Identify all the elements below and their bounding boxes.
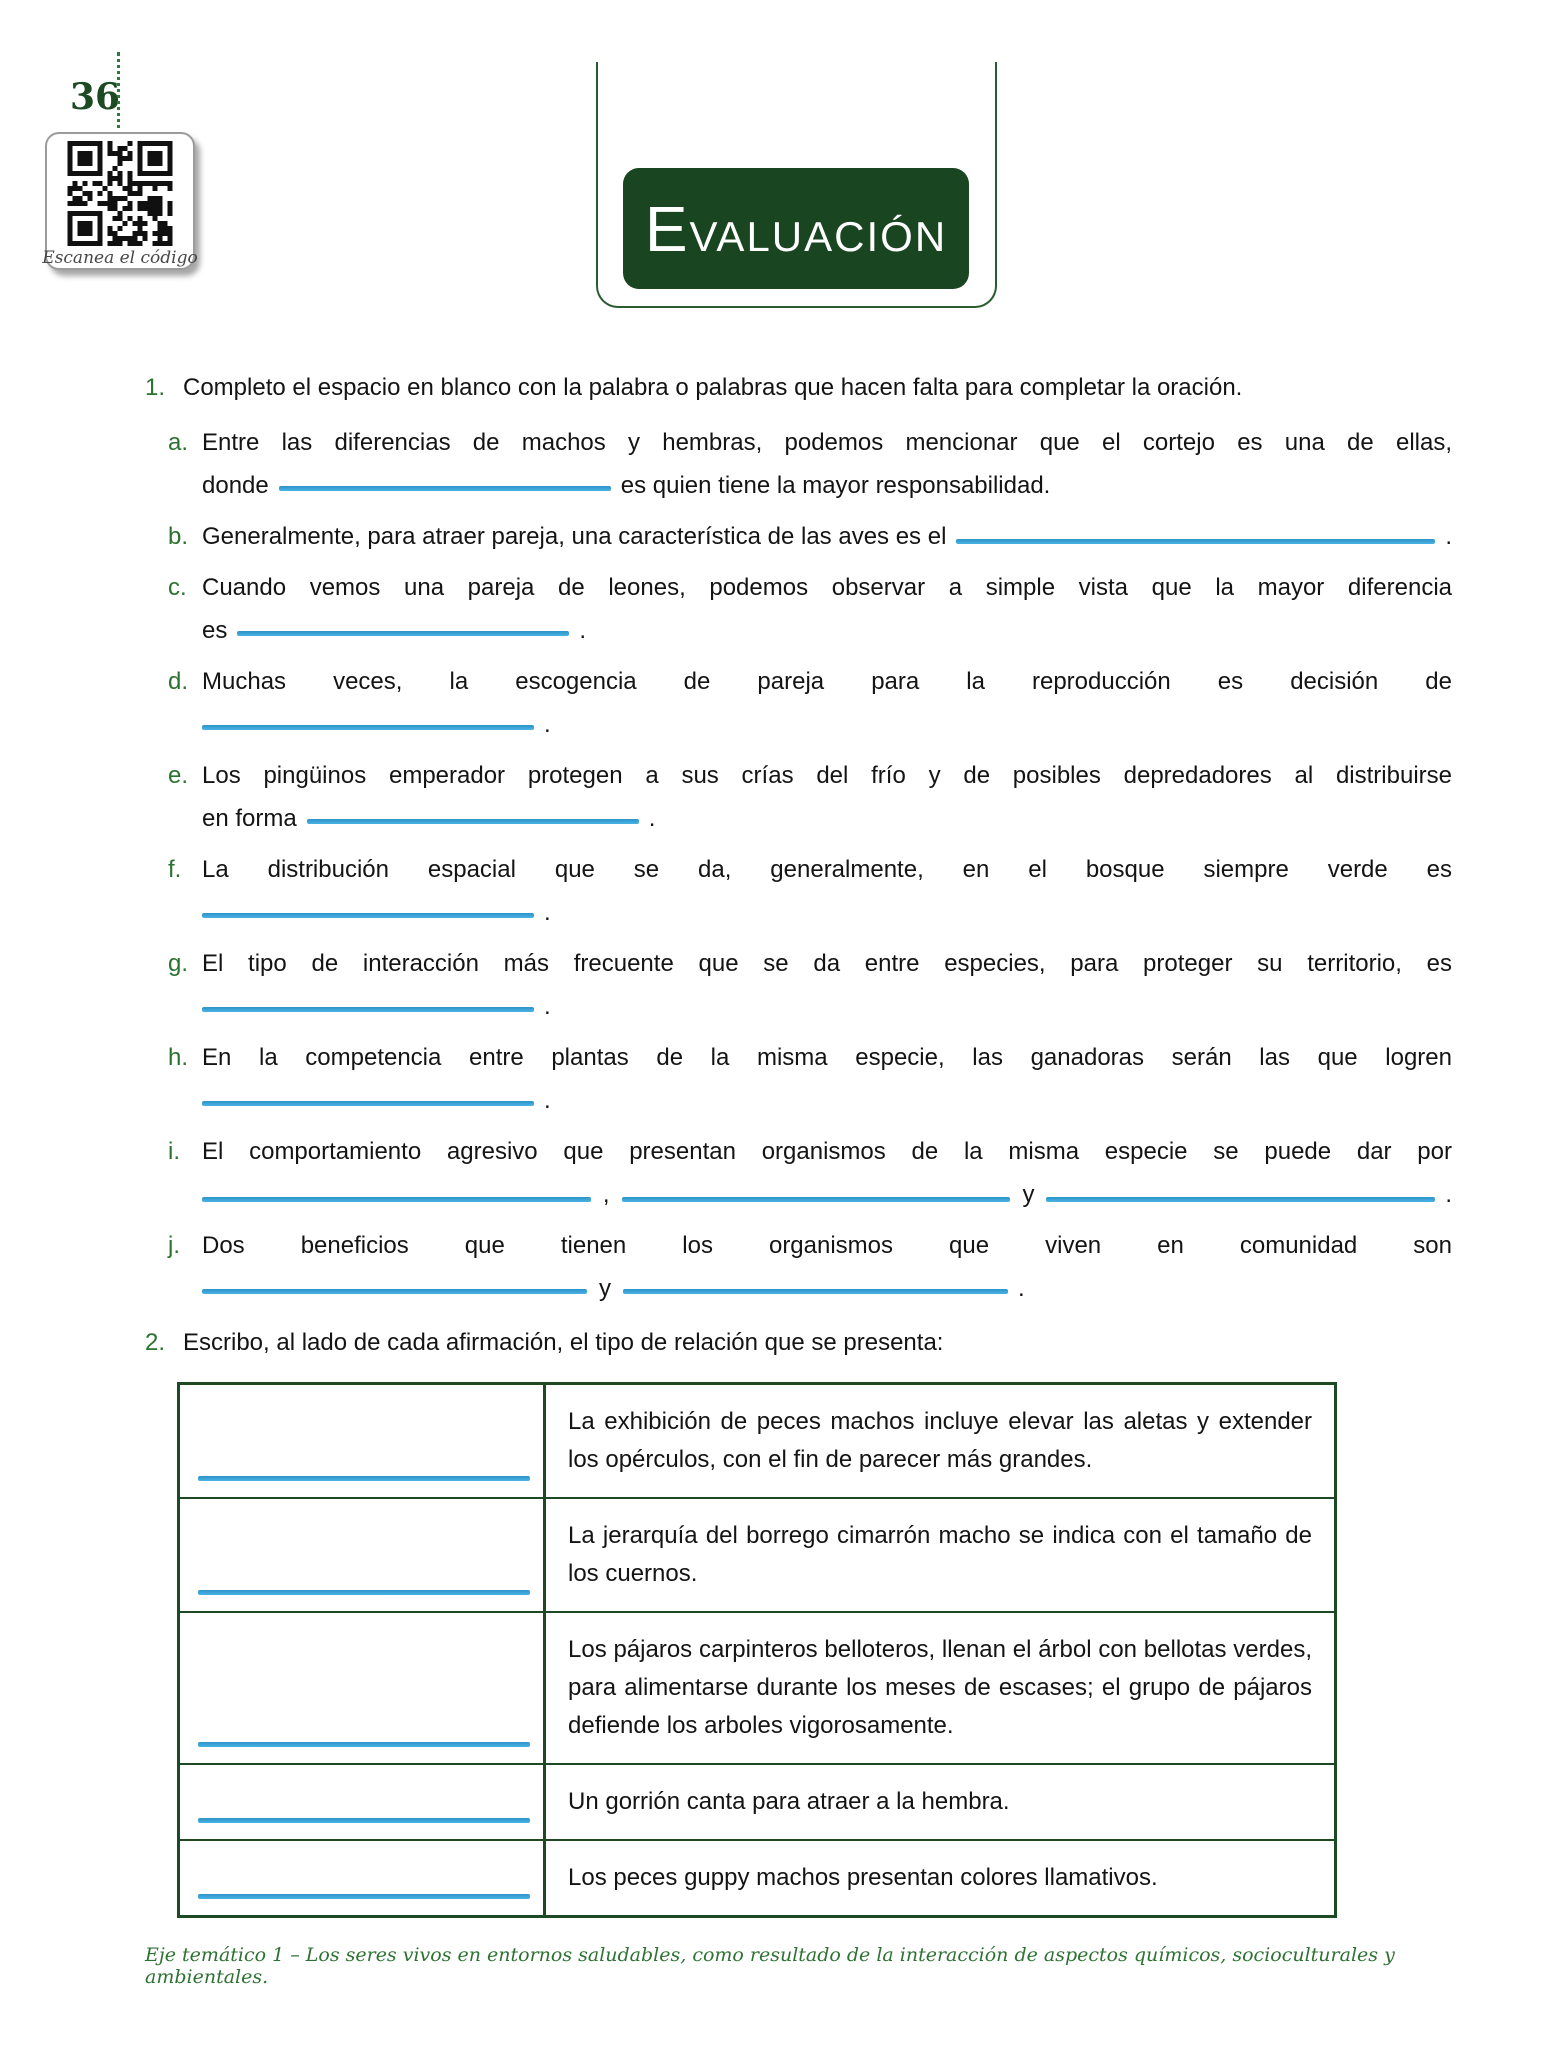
answer-blank[interactable] <box>198 1894 530 1899</box>
item-text: es <box>202 617 228 644</box>
item-label: a. <box>168 429 189 456</box>
item-j <box>168 1230 1452 1304</box>
footer-note: Eje temático 1 – Los seres vivos en entornos saludables, como resultado de la interacción de aspectos químicos, socioculturales y ambientales. <box>145 1944 1395 1988</box>
item-label: d. <box>168 668 189 695</box>
relation-answer-cell <box>180 1499 546 1611</box>
answer-blank[interactable] <box>202 913 534 918</box>
item-text: . <box>544 899 551 926</box>
answer-blank[interactable] <box>956 539 1435 544</box>
item-h <box>168 1042 1452 1116</box>
statement-text: La jerarquía del borrego cimarrón macho se indica con el tamaño de los cuernos. <box>568 1522 1312 1587</box>
banner-title <box>644 192 948 265</box>
relation-table <box>177 1382 1337 1918</box>
item-label: e. <box>168 762 189 789</box>
item-text: . <box>544 1087 551 1114</box>
item-text: . <box>1445 1181 1453 1208</box>
banner-first-letter: E <box>644 192 690 265</box>
item-text: Los pingüinos emperador protegen a sus crías del frío y de posibles depredadores al distribuirse <box>202 762 1452 789</box>
item-i <box>168 1136 1452 1210</box>
answer-blank[interactable] <box>1046 1197 1435 1202</box>
answer-blank[interactable] <box>202 1101 534 1106</box>
item-text: donde <box>202 472 269 499</box>
statement-cell <box>546 1841 1334 1915</box>
statement-text: Los peces guppy machos presentan colores llamativos. <box>568 1864 1158 1891</box>
item-text: . <box>579 617 587 644</box>
item-a <box>168 427 1452 501</box>
banner-rest-letters: VALUACIÓN <box>689 212 948 260</box>
answer-blank[interactable] <box>202 725 534 730</box>
statement-cell <box>546 1765 1334 1839</box>
statement-cell <box>546 1499 1334 1611</box>
item-text: En la competencia entre plantas de la misma especie, las ganadoras serán las que logren <box>202 1044 1452 1071</box>
qr-caption: Escanea el código <box>42 248 198 268</box>
item-text: El tipo de interacción más frecuente que se da entre especies, para proteger su territorio, es <box>202 950 1452 977</box>
evaluation-banner <box>623 168 969 289</box>
statement-text: La exhibición de peces machos incluye elevar las aletas y extender los opérculos, con el fin de parecer más grandes. <box>568 1408 1312 1473</box>
relation-answer-cell <box>180 1841 546 1915</box>
question-text: Completo el espacio en blanco con la palabra o palabras que hacen falta para completar la oración. <box>183 374 1243 401</box>
item-text: Cuando vemos una pareja de leones, podemos observar a simple vista que la mayor diferencia <box>202 574 1452 601</box>
item-f <box>168 854 1452 928</box>
item-label: g. <box>168 950 189 977</box>
table-row <box>180 1611 1334 1763</box>
relation-answer-cell <box>180 1765 546 1839</box>
dotted-divider <box>117 52 120 136</box>
item-line <box>202 470 1452 501</box>
item-text: es quien tiene la mayor responsabilidad. <box>620 472 1051 499</box>
item-label: c. <box>168 574 187 601</box>
item-line <box>202 615 1452 646</box>
statement-text: Los pájaros carpinteros belloteros, llenan el árbol con bellotas verdes, para alimentarse durante los meses de escases; el grupo de pájaros defiende los arboles vigorosamente. <box>568 1636 1312 1739</box>
table-row <box>180 1497 1334 1611</box>
item-text: y <box>599 1275 611 1302</box>
qr-code-box <box>42 132 198 270</box>
item-d <box>168 666 1452 740</box>
question-1-heading <box>145 373 1452 403</box>
item-line <box>202 1273 1452 1304</box>
relation-answer-cell <box>180 1385 546 1497</box>
item-line <box>202 803 1452 834</box>
table-row <box>180 1839 1334 1915</box>
item-c <box>168 572 1452 646</box>
item-text: Entre las diferencias de machos y hembras, podemos mencionar que el cortejo es una de ellas, <box>202 429 1452 456</box>
answer-blank[interactable] <box>198 1742 530 1747</box>
question-1-items <box>145 427 1452 1304</box>
main-content <box>145 373 1452 1988</box>
item-line <box>202 897 1452 928</box>
item-text: y <box>1022 1181 1035 1208</box>
item-label: j. <box>168 1232 180 1259</box>
item-label: h. <box>168 1044 189 1071</box>
item-text: . <box>1018 1275 1025 1302</box>
item-text: . <box>544 993 551 1020</box>
page-number: 36 <box>70 76 121 118</box>
item-e <box>168 760 1452 834</box>
answer-blank[interactable] <box>198 1590 530 1595</box>
item-text: El comportamiento agresivo que presentan organismos de la misma especie se puede dar por <box>202 1138 1452 1165</box>
item-text: en forma <box>202 805 297 832</box>
item-text: . <box>544 711 551 738</box>
relation-answer-cell <box>180 1613 546 1763</box>
item-label: i. <box>168 1138 180 1165</box>
answer-blank[interactable] <box>202 1197 591 1202</box>
answer-blank[interactable] <box>198 1476 530 1481</box>
item-g <box>168 948 1452 1022</box>
item-text: . <box>648 805 656 832</box>
question-2-heading <box>145 1328 1452 1358</box>
answer-blank[interactable] <box>623 1289 1008 1294</box>
answer-blank[interactable] <box>622 1197 1011 1202</box>
answer-blank[interactable] <box>307 819 639 824</box>
item-text: Generalmente, para atraer pareja, una característica de las aves es el <box>202 523 947 550</box>
statement-cell <box>546 1613 1334 1763</box>
item-b <box>168 521 1452 552</box>
item-label: f. <box>168 856 182 883</box>
item-line <box>202 1085 1452 1116</box>
item-line <box>202 709 1452 740</box>
item-text: Dos beneficios que tienen los organismos que viven en comunidad son <box>202 1232 1452 1259</box>
answer-blank[interactable] <box>279 486 611 491</box>
question-number: 1. <box>145 374 166 401</box>
item-text: . <box>1445 523 1452 550</box>
question-text: Escribo, al lado de cada afirmación, el tipo de relación que se presenta: <box>183 1329 944 1356</box>
item-line <box>202 521 1452 552</box>
item-text: , <box>602 1181 610 1208</box>
answer-blank[interactable] <box>198 1818 530 1823</box>
table-row <box>180 1763 1334 1839</box>
item-line <box>202 1179 1452 1210</box>
statement-cell <box>546 1385 1334 1497</box>
table-row <box>180 1385 1334 1497</box>
item-label: b. <box>168 523 189 550</box>
item-text: Muchas veces, la escogencia de pareja para la reproducción es decisión de <box>202 668 1452 695</box>
item-line <box>202 991 1452 1022</box>
statement-text: Un gorrión canta para atraer a la hembra. <box>568 1788 1010 1815</box>
answer-blank[interactable] <box>202 1289 587 1294</box>
item-text: La distribución espacial que se da, generalmente, en el bosque siempre verde es <box>202 856 1452 883</box>
answer-blank[interactable] <box>237 631 569 636</box>
question-number: 2. <box>145 1329 166 1356</box>
qr-code-icon <box>67 141 173 246</box>
answer-blank[interactable] <box>202 1007 534 1012</box>
